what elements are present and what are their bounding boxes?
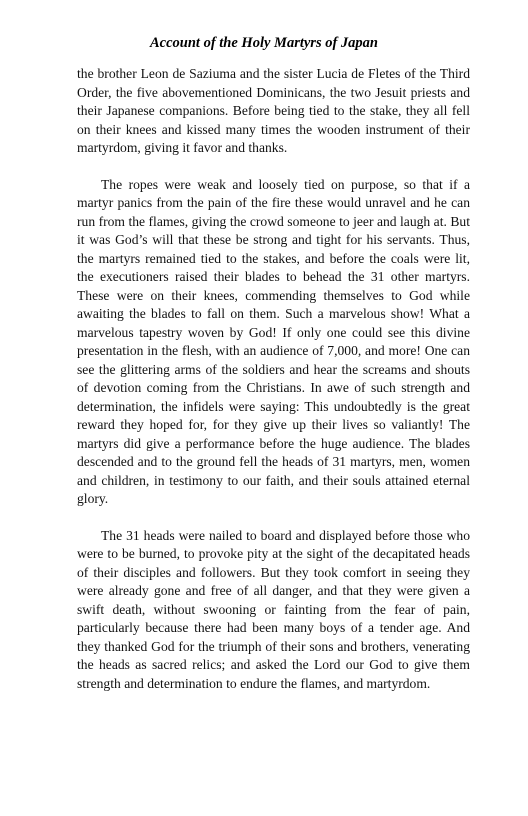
paragraph-continuation: the brother Leon de Saziuma and the sister Lucia de Fletes of the Third Order, the five abovementioned Dominicans, the two Jesuit priests and their Japanese companions. Before being tied to the stake, they all fell on their knees and kissed many times the wooden instrument of their martyrdom, giving it favor and thanks. [77,66,470,155]
paragraph-heads: The 31 heads were nailed to board and displayed before those who were to be burned, to provoke pity at the sight of the decapitated heads of their disciples and followers. But they took comfort in seeing they were already gone and free of all danger, and that they were given a swift death, without swooning or fainting from the fear of pain, particularly because there had been many boys of a tender age. And they thanked God for the triumph of their sons and brothers, venerating the heads as sacred relics; and asked the Lord our God to give them strength and determination to endure the flames, and martyrdom. [77,527,470,691]
paragraph-ropes: The ropes were weak and loosely tied on purpose, so that if a martyr panics from the pain of the fire these would unravel and he can run from the flames, giving the crowd someone to jeer and laugh at. But it was God’s will that these be strong and tight for his servants. Thus, the martyrs remained tied to the stakes, and before the coals were lit, the executioners raised their blades to behead the 31 other martyrs. These were on their knees, commending themselves to God while awaiting the blades to fall on them. Such a marvelous show! What a marvelous tapestry woven by God! If only one could see this divine presentation in the flesh, with an audience of 7,000, and more! One can see the glittering arms of the soldiers and hear the screams and shouts of devotion coming from the Christians. In awe of such strength and determination, the infidels were saying: This undoubtedly is the great reward they hoped for, for they give up their lives so valiantly! The martyrs did give a performance before the huge audience. The blades descended and to the ground fell the heads of 31 martyrs, men, women and children, in testimony to our faith, and their souls attained eternal glory. [77,176,470,506]
body-text [77,65,470,693]
running-header-title: Account of the Holy Martyrs of Japan [150,35,378,51]
